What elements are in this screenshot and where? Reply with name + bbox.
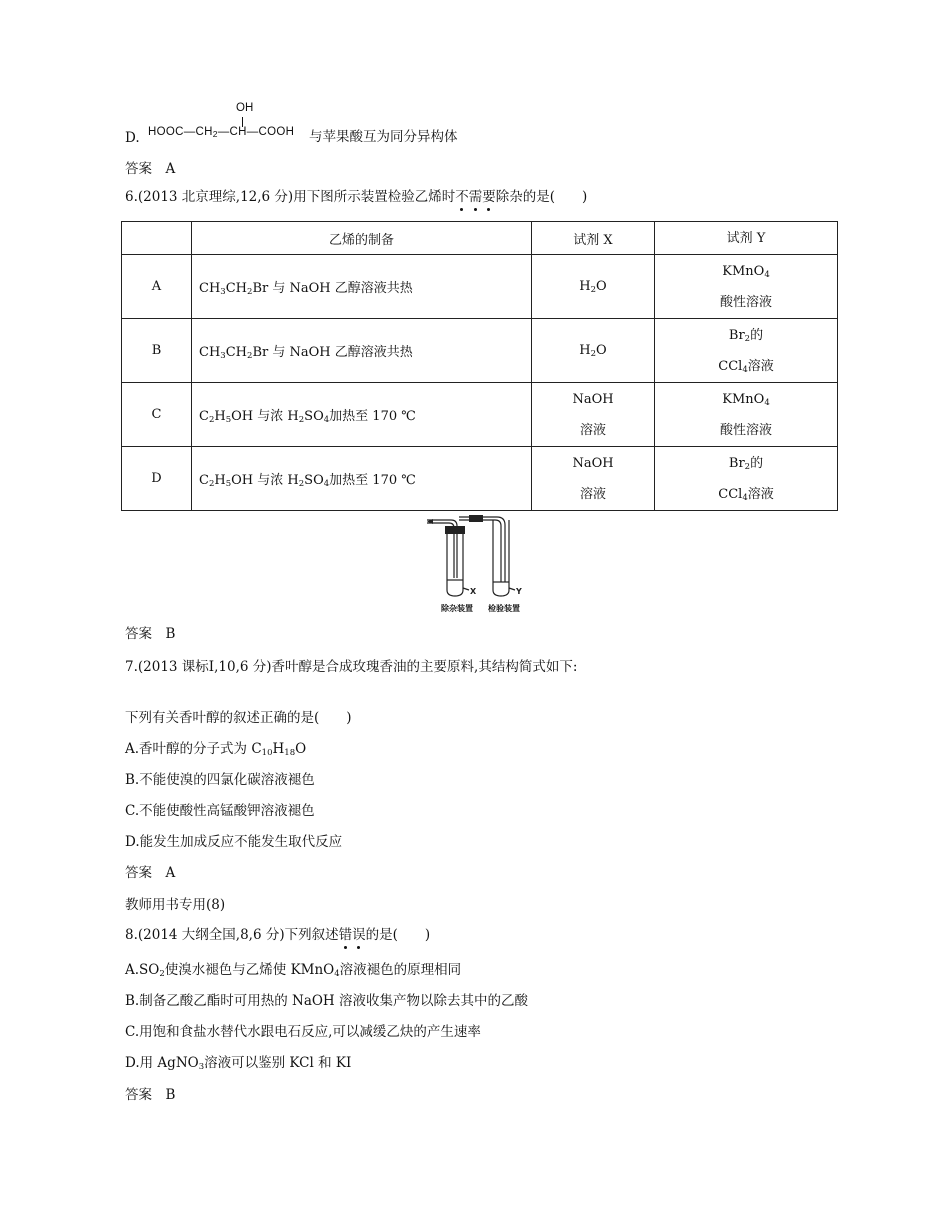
q7-option-a: A.香叶醇的分子式为 $C_{10}H_{18}O$: [125, 741, 307, 758]
table-row: [122, 319, 838, 383]
table-row: [122, 383, 838, 447]
emphasis-dot-char: 需: [468, 189, 483, 205]
row-preparation: $C_2H_5OH$ 与浓 $H_2SO_4$加热至 170 ℃: [192, 447, 532, 511]
q8-option-b: B.制备乙酸乙酯时可用热的 NaOH 溶液收集产物以除去其中的乙酸: [125, 993, 528, 1009]
q7-option-c: C.不能使酸性高锰酸钾溶液褪色: [125, 803, 315, 819]
q7-option-d: D.能发生加成反应不能发生取代反应: [125, 834, 343, 850]
table-header-cell: [122, 222, 192, 255]
emphasis-dot-char: 要: [482, 189, 496, 205]
table-row: [122, 447, 838, 511]
row-reagent-y: $Br_2$的 CCl$_4$溶液: [655, 319, 838, 383]
table-row: [122, 255, 838, 319]
q5-answer: 答案 A: [125, 161, 176, 177]
row-reagent-x: NaOH 溶液: [532, 383, 655, 447]
row-reagent-x: NaOH 溶液: [532, 447, 655, 511]
structural-formula: [148, 100, 308, 146]
teacher-note: 教师用书专用(8): [125, 897, 226, 913]
table-header-cell: 乙烯的制备: [192, 222, 532, 255]
q7-question: 下列有关香叶醇的叙述正确的是( ): [125, 710, 352, 726]
row-reagent-x: $H_2O$: [532, 319, 655, 383]
formula-oh-group: OH: [236, 102, 254, 114]
formula-chain: $HOOC—CH_2—CH—COOH$: [148, 126, 295, 139]
q7-option-b: B.不能使溴的四氯化碳溶液褪色: [125, 772, 315, 788]
q8-stem: 8.(2014 大纲全国,8,6 分)下列叙述错误的是( ): [125, 927, 431, 943]
label-x: X: [470, 587, 477, 596]
row-preparation: $CH_3CH_2Br$ 与 NaOH 乙醇溶液共热: [192, 255, 532, 319]
q7-stem: 7.(2013 课标Ⅰ,10,6 分)香叶醇是合成玫瑰香油的主要原料,其结构简式如下:: [125, 659, 578, 675]
row-reagent-x: $H_2O$: [532, 255, 655, 319]
row-label: C: [122, 383, 192, 447]
row-reagent-y: KMnO$_4$ 酸性溶液: [655, 255, 838, 319]
row-reagent-y: KMnO$_4$ 酸性溶液: [655, 383, 838, 447]
q5-option-d-prefix: D.: [125, 130, 140, 146]
table-header-cell: 试剂 Y: [655, 222, 838, 255]
q6-options-table: [121, 221, 838, 511]
q6-stem: 6.(2013 北京理综,12,6 分)用下图所示装置检验乙烯时不需要除杂的是( ): [125, 189, 588, 205]
q6-answer: 答案 B: [125, 626, 176, 642]
q8-answer: 答案 B: [125, 1087, 176, 1103]
row-reagent-y: $Br_2$的 CCl$_4$溶液: [655, 447, 838, 511]
q5-option-d-text: 与苹果酸互为同分异构体: [309, 129, 458, 145]
q8-option-c: C.用饱和食盐水替代水跟电石反应,可以减缓乙炔的产生速率: [125, 1024, 481, 1040]
emphasis-dot-char: 误: [352, 927, 366, 943]
table-header-cell: 试剂 X: [532, 222, 655, 255]
row-label: B: [122, 319, 192, 383]
table-header-row: [122, 222, 838, 255]
q8-option-d: D.用 AgNO$_3$溶液可以鉴别 KCl 和 KI: [125, 1055, 352, 1072]
caption-detection-device: 检验装置: [488, 604, 520, 613]
row-preparation: $C_2H_5OH$ 与浓 $H_2SO_4$加热至 170 ℃: [192, 383, 532, 447]
row-preparation: $CH_3CH_2Br$ 与 NaOH 乙醇溶液共热: [192, 319, 532, 383]
emphasis-dot-char: 不: [455, 189, 469, 205]
q7-answer: 答案 A: [125, 865, 176, 881]
emphasis-dot-char: 错: [338, 927, 353, 943]
row-label: D: [122, 447, 192, 511]
test-tube-apparatus-drawing: [425, 508, 530, 604]
row-label: A: [122, 255, 192, 319]
apparatus-diagram: [425, 508, 530, 612]
label-y: Y: [516, 587, 522, 596]
q8-option-a: $A.SO_2$使溴水褪色与乙烯使 KMnO$_4$溶液褪色的原理相同: [125, 962, 462, 979]
caption-removal-device: 除杂装置: [441, 604, 473, 613]
